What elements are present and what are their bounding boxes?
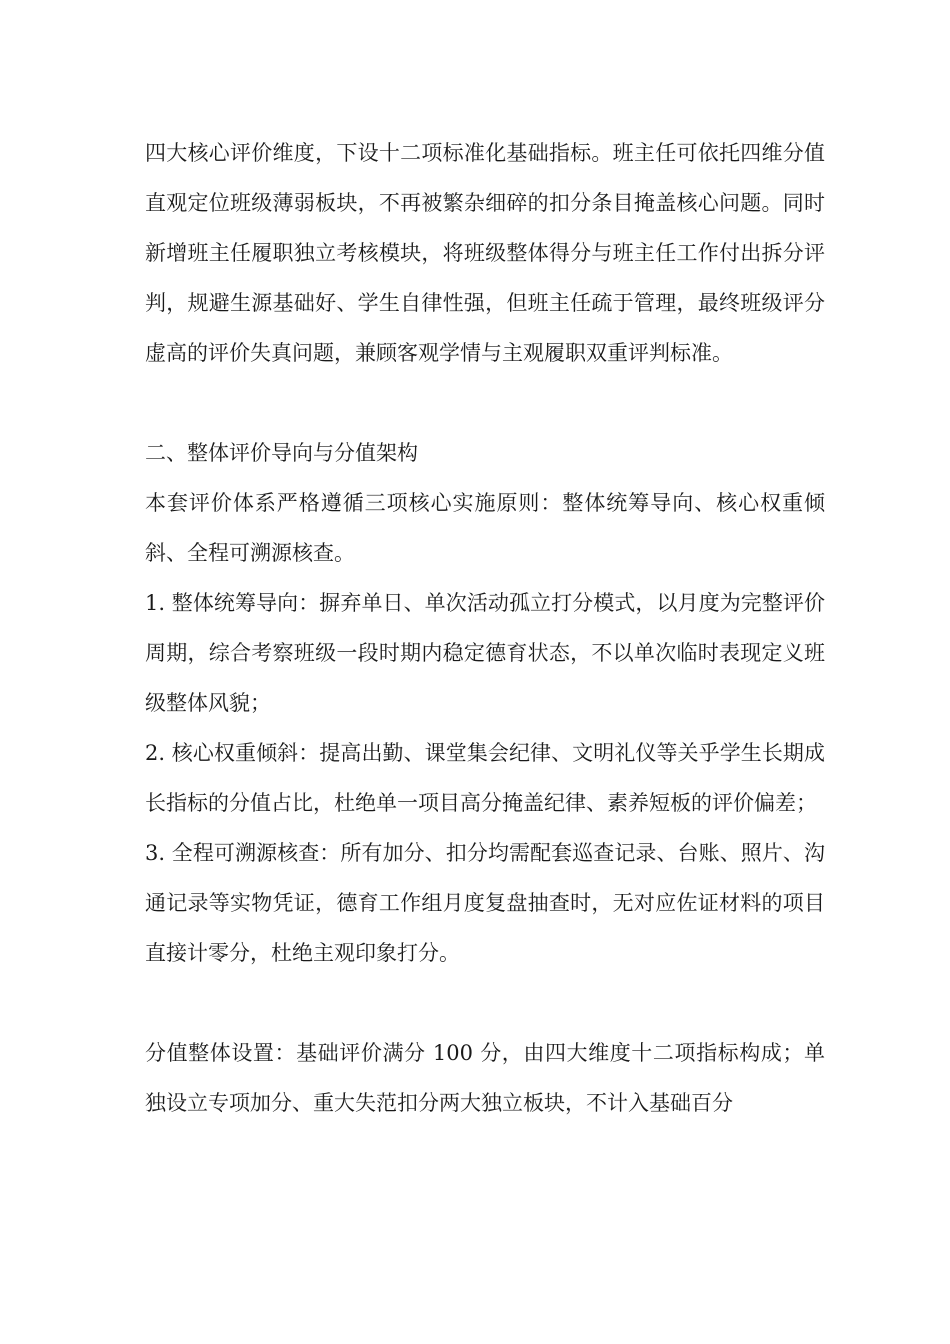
paragraph-spacer — [145, 378, 825, 428]
paragraph-principles-intro: 本套评价体系严格遵循三项核心实施原则：整体统筹导向、核心权重倾斜、全程可溯源核查。 — [145, 491, 825, 565]
principle-item-3: 3. 全程可溯源核查：所有加分、扣分均需配套巡查记录、台账、照片、沟通记录等实物凭证，德育工作组月度复盘抽查时，无对应佐证材料的项目直接计零分，杜绝主观印象打分。 — [145, 841, 825, 965]
paragraph-score-setting: 分值整体设置：基础评价满分 100 分，由四大维度十二项指标构成；单独设立专项加分、重大失范扣分两大独立板块，不计入基础百分 — [145, 1041, 825, 1115]
paragraph-evaluation-dimensions: 四大核心评价维度，下设十二项标准化基础指标。班主任可依托四维分值直观定位班级薄弱板块，不再被繁杂细碎的扣分条目掩盖核心问题。同时新增班主任履职独立考核模块，将班级整体得分与班主任工作付出拆分评判，规避生源基础好、学生自律性强，但班主任疏于管理，最终班级评分虚高的评价失真问题，兼顾客观学情与主观履职双重评判标准。 — [145, 141, 825, 365]
document-body — [145, 128, 825, 1128]
paragraph-spacer — [145, 978, 825, 1028]
section-heading: 二、整体评价导向与分值架构 — [145, 441, 418, 465]
principle-item-2: 2. 核心权重倾斜：提高出勤、课堂集会纪律、文明礼仪等关乎学生长期成长指标的分值占比，杜绝单一项目高分掩盖纪律、素养短板的评价偏差； — [145, 741, 825, 815]
principle-item-1: 1. 整体统筹导向：摒弃单日、单次活动孤立打分模式，以月度为完整评价周期，综合考察班级一段时期内稳定德育状态，不以单次临时表现定义班级整体风貌； — [145, 591, 825, 715]
